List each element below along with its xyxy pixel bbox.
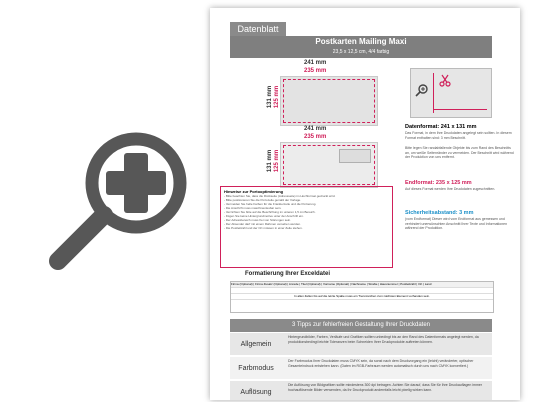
magnifier-plus-icon [38,117,198,277]
final-format-title: Endformat: 235 x 125 mm [405,180,472,186]
formatting-title: Formatierung Ihrer Exceldatei [245,271,331,277]
postage-hint-title: Hinweise zur Portooptimierung [224,189,284,194]
bottom-card-height-outer: 131 mm [267,149,274,173]
datasheet-tab: Datenblatt [230,22,286,36]
tip-row-resolution [230,381,492,400]
tip-key: Allgemein [240,340,272,348]
top-card-width-inner: 235 mm [304,68,327,74]
formatting-table [230,281,494,313]
data-format-title: Datenformat: 241 x 131 mm [405,124,477,130]
data-format-note: Bitte legen Sie randabfallende Objekte bis zum Rand des Beschnitts an, um weiße Seitenränder zu vermeiden. Der Beschnitt wird während der Produktion von uns entfernt. [405,146,514,159]
tips-title: 3 Tipps zur fehlerfreien Gestaltung Ihrer Druckdaten [230,319,492,332]
bottom-card-width-inner: 235 mm [304,134,327,140]
bottom-card-preview [280,142,378,188]
postage-hint-box [220,186,393,268]
tip-row-general [230,333,492,355]
data-format-info [405,124,515,160]
tip-text: Hintergrundbilder, Farben, Verläufe und Grafiken sollten unbedingt bis an den Rand des Datenformats angelegt werden, da produktionsbedingt leichte Toleranzen beim Schneiden Ihrer Druckprodukte auftreten können. [288,335,479,344]
datasheet-subtitle: 23,5 x 12,5 cm, 4/4 farbig [332,49,390,55]
safety-info [405,210,515,231]
zoom-icon[interactable] [38,117,198,277]
final-format-info [405,180,515,192]
tip-text: Der Farbmodus Ihrer Druckdaten muss CMYK sein, da sonst nach dem Druckvorgang ein (leicht) veränderter, optischer Gesamteindruck entstehen kann. (Daten im RGB-Farbraum werden automatisch durch uns nach CMYK konvertiert.) [288,359,474,368]
scissors-icon [438,74,452,88]
safety-title: Sicherheitsabstand: 3 mm [405,210,474,216]
tip-row-colormode [230,357,492,379]
final-format-text: Auf dieses Format werden Ihre Druckdaten zugeschnitten. [405,187,496,191]
postage-hint-text: - Bitte beachten Sie, dass die Rückseite (Adressseite) im Hochformat gedruckt wird. - Bitte positionieren Sie die Portozeile gemäß der Vorlage. - Vermeiden Sie helle Farben für die Frankierzeile und die Portierung. - Die Anschrift muss maschinenlesbar sein. - Verzichten Sie bitte auf die Beschriftung im unteren 1,5 cm Bereich. - Fügen Sie keine Hintergrundmotive unter der Anschrift ein. - Der Adressbereich muss frei von Störungen sein. - Der Absender darf mit einem Rahmen versehen werden. - Die Postleitzahl und der Ort müssen in einer Zeile stehen. [224,194,336,230]
formatting-columns: Firma (Optional) | Firma Zusatz (Optional) | Anrede | Titel (Optional) | Vorname (Optional) | Nachname | Straße | Hausnummer | Postleitzahl | Ort | Land [231,282,493,288]
tip-key: Farbmodus [238,364,274,372]
datasheet-header [230,36,492,58]
data-format-text: Das Format, in dem Ihre Druckdaten angelegt sein sollten. In diesem Format enthalten sind: 3 mm Beschnitt. [405,131,512,140]
top-card-preview [280,76,378,126]
top-card-height-inner: 125 mm [274,85,281,109]
bottom-card-height-inner: 125 mm [274,149,281,173]
formatting-note: In allen Zellen bis auf die letzte Spalte muss ein Trennzeichen zum nächsten Element vorhanden sein. [231,294,493,300]
datasheet-title: Postkarten Mailing Maxi [315,37,407,46]
tip-key: Auflösung [240,388,272,396]
safety-text: (vom Endformat) Dieser wird vom Endformat aus gemessen und verhindert unerwünschten Anschnitt Ihrer Texte und Informationen während der Produktion. [405,217,508,230]
top-card-height-outer: 131 mm [267,85,274,109]
bottom-card-width-outer: 241 mm [304,126,327,132]
top-card-width-outer: 241 mm [304,60,327,66]
magnifier-plus-icon [415,83,429,97]
tip-text: Die Auflösung von Bildgrafiken sollte mindestens 300 dpi betragen. Achten Sie darauf, dass Sie für Ihre Druckauflagen immer hochauflösende Bilder verwenden, da Ihr Druckprodukt andernfalls leicht pixelig wirken kann. [288,383,482,392]
datasheet-preview[interactable] [210,8,520,400]
